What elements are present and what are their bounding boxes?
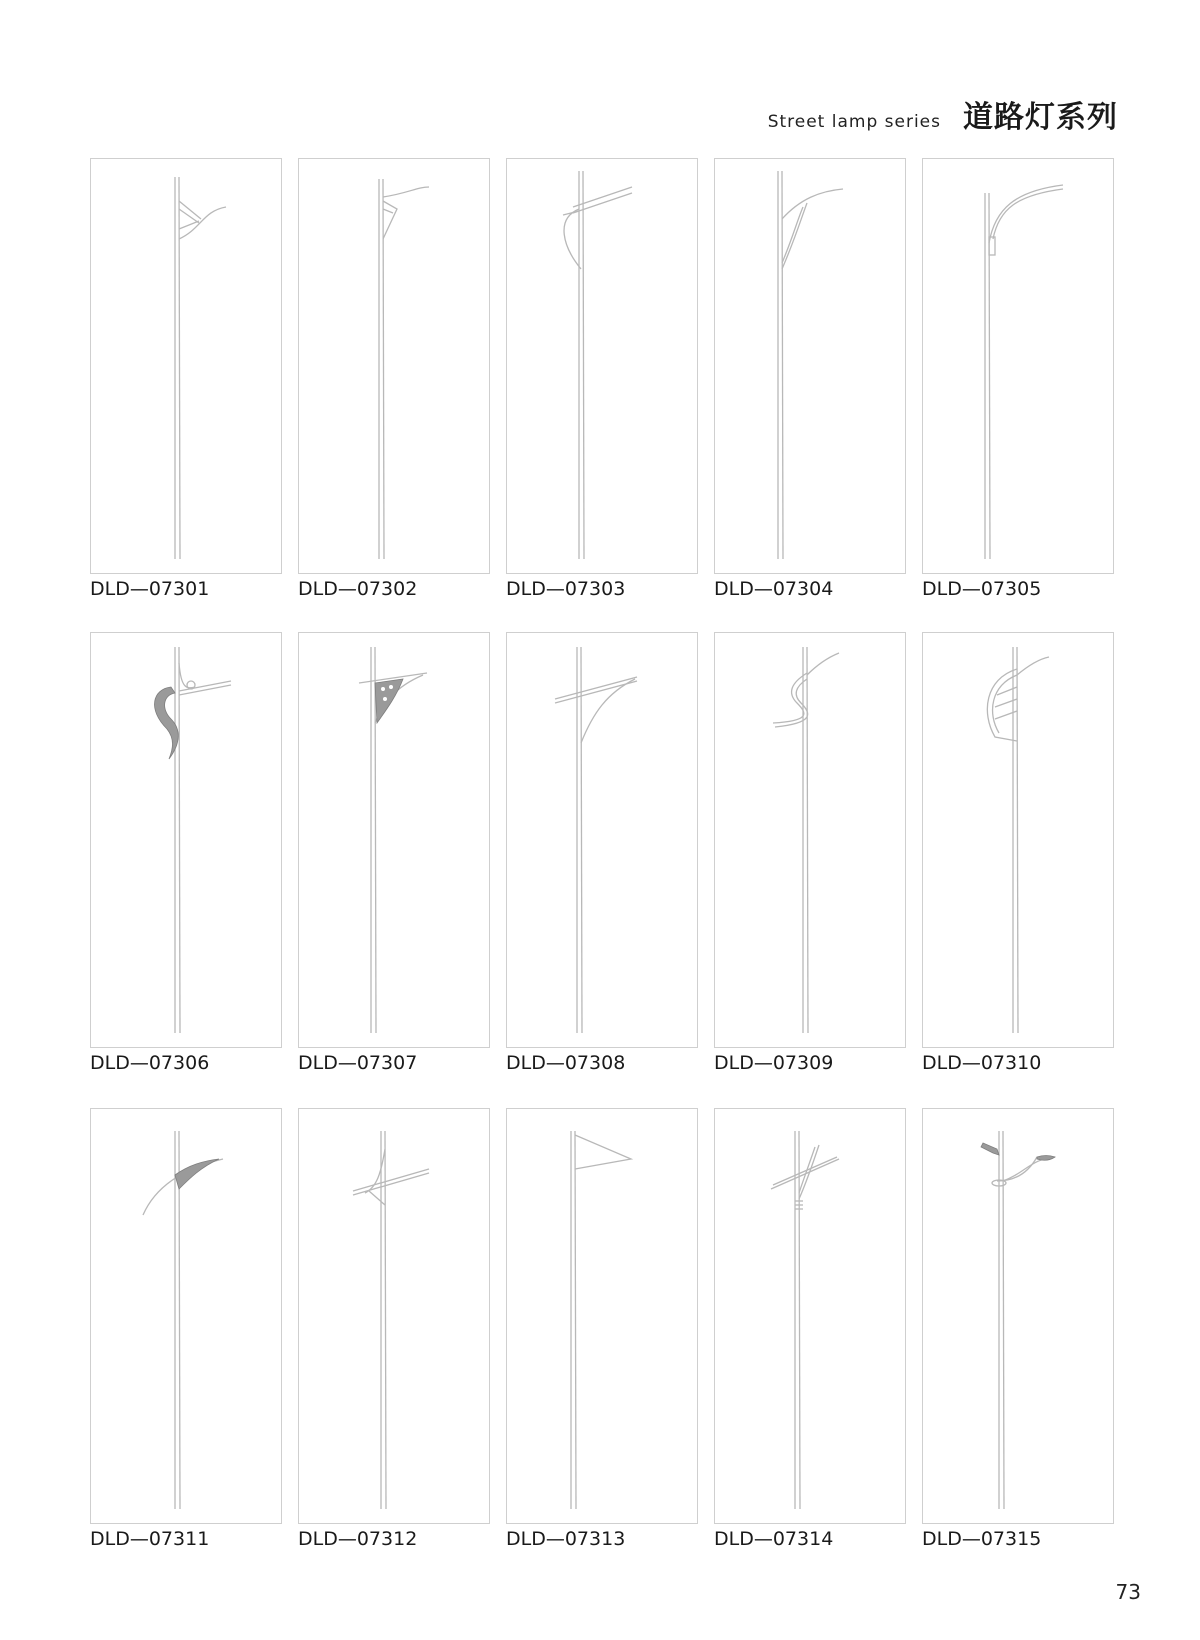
street-lamp-illustration — [923, 633, 1113, 1047]
product-image-frame[interactable] — [506, 158, 698, 574]
street-lamp-illustration — [507, 1109, 697, 1523]
page-number: 73 — [1115, 1580, 1141, 1604]
product-code: DLD—07302 — [298, 578, 418, 600]
street-lamp-illustration — [299, 159, 489, 573]
product-code: DLD—07308 — [506, 1052, 626, 1074]
product-image-frame[interactable] — [922, 632, 1114, 1048]
product-code: DLD—07311 — [90, 1528, 210, 1550]
product-image-frame[interactable] — [714, 1108, 906, 1524]
product-code: DLD—07314 — [714, 1528, 834, 1550]
street-lamp-illustration — [923, 159, 1113, 573]
street-lamp-illustration — [91, 159, 281, 573]
product-image-frame[interactable] — [90, 632, 282, 1048]
product-image-frame[interactable] — [90, 158, 282, 574]
product-code: DLD—07301 — [90, 578, 210, 600]
product-image-frame[interactable] — [298, 158, 490, 574]
product-image-frame[interactable] — [922, 158, 1114, 574]
product-image-frame[interactable] — [922, 1108, 1114, 1524]
product-image-frame[interactable] — [298, 1108, 490, 1524]
product-code: DLD—07303 — [506, 578, 626, 600]
product-code: DLD—07306 — [90, 1052, 210, 1074]
series-title-chinese: 道路灯系列 — [963, 100, 1118, 135]
product-image-frame[interactable] — [298, 632, 490, 1048]
product-code: DLD—07315 — [922, 1528, 1042, 1550]
product-code: DLD—07305 — [922, 578, 1042, 600]
series-title-english: Street lamp series — [767, 112, 941, 132]
product-image-frame[interactable] — [714, 632, 906, 1048]
street-lamp-illustration — [715, 159, 905, 573]
street-lamp-illustration — [715, 633, 905, 1047]
street-lamp-illustration — [299, 633, 489, 1047]
street-lamp-illustration — [91, 633, 281, 1047]
product-code: DLD—07309 — [714, 1052, 834, 1074]
product-code: DLD—07313 — [506, 1528, 626, 1550]
street-lamp-illustration — [715, 1109, 905, 1523]
product-code: DLD—07312 — [298, 1528, 418, 1550]
street-lamp-illustration — [923, 1109, 1113, 1523]
product-code: DLD—07310 — [922, 1052, 1042, 1074]
product-code: DLD—07307 — [298, 1052, 418, 1074]
product-image-frame[interactable] — [506, 632, 698, 1048]
street-lamp-illustration — [507, 633, 697, 1047]
street-lamp-illustration — [91, 1109, 281, 1523]
product-image-frame[interactable] — [506, 1108, 698, 1524]
page-header — [768, 92, 1118, 136]
product-image-frame[interactable] — [714, 158, 906, 574]
product-code: DLD—07304 — [714, 578, 834, 600]
street-lamp-illustration — [507, 159, 697, 573]
product-image-frame[interactable] — [90, 1108, 282, 1524]
street-lamp-illustration — [299, 1109, 489, 1523]
